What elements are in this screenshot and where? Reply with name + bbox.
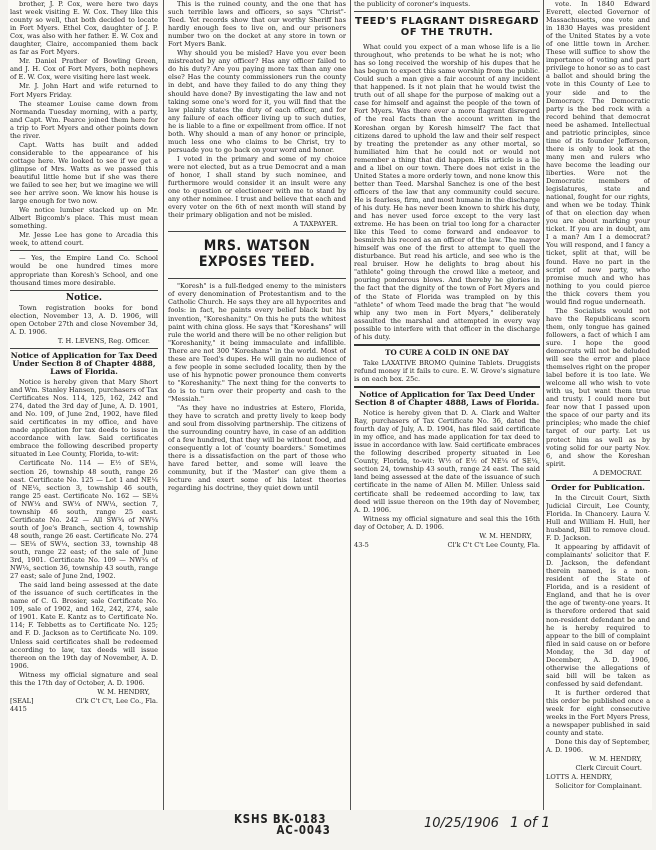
stamp-line: KSHS BK-0183 — [234, 812, 327, 826]
paragraph: I voted in the primary and some of my choice were not elected, but as a true Democrat and a man of honor, I shall stand by such nominee, and furthermore would consider it an insult were any one to question or electioneer with me to stand by any other nominee. I trust and believe that each and every voter on the 6th of next month will stand by their primary obligation and not be misled. — [168, 154, 346, 220]
paragraph: Certificate No. 114 — E½ of SE¼, section 26, township 48 south, range 26 east. Certificate No. 125 — Lot 1 and NE¼ of NE¼, section 3, township 46 south, range 25 east. Certificate No. 162 — SE¼ of NW¼ and SW¼ of NW¼, section 7, township 46 south, range 25 east. Certificate No. 242 — All SW¼ of NW¼ south of Joe's Branch, section 4, township 48 south, range 26 east. Certificate No. 274 — SE¼ of SW¼, section 33, township 48 south, range 22 east; of the sale of June 3rd, 1901. Certificate No. 109 — NW¼ of NW¼, section 36, township 43 south, range 27 east; sale of June 2nd, 1902. — [10, 459, 158, 581]
divider — [354, 11, 540, 12]
newspaper-page — [8, 0, 652, 810]
paragraph: the publicity of coroner's inquests. — [354, 0, 471, 8]
divider — [546, 480, 650, 481]
paragraph: Witness my official signature and seal this the 17th day of October, A. D. 1906. — [10, 670, 158, 687]
paragraph: vote. In 1840 Edward Everett, elected Governor of Massachusetts, one vote and in 1830 Hayes was president of the United States by a vote of one little town in Archer. These will suffice to show the importance of voting and part privilege to honor so as to cast a ballot and should bring the vote in this County of Lee to your side and to the Democracy. The Democratic party is the bed rock with a record behind that democrat need be ashamed. Intellectual and patriotic principles, since time of its founder Jefferson, there is only to look at the many men and rulers who have become the leading our liberties. Were not the Democratic members of legislatures, state and national, fought for our rights, and when we be today. Think of that on election day when you are about marking your ticket. If you are in doubt, am I a man? Am I a democrat? You will respond, and I fancy a ticket, split at that, will be found. Have no part in the script of new party, who promise much and who has nothing to you could pierce the thick covers them you would find rogue underneath. — [546, 0, 650, 306]
paragraph: It appearing by affidavit of complainants' solicitor that F. D. Jackson, the defendant therein named, is a non-resident of the State of Florida, and is a resident of England, and that he is over the age of twenty-one years. It is therefore ordered that said non-resident defendant be and he is hereby required to appear to the bill of complaint filed in said cause on or before Monday, the 3d day of December, A. D. 1906, otherwise the allegations of said bill will be taken as confessed by said defendant. — [546, 543, 650, 688]
notice-signature: T. H. LEVENS, Reg. Officer. — [57, 336, 150, 345]
clerk-title: Cl'k C't C't, Lee Co., Fla. — [75, 696, 158, 705]
paragraph: The steamer Louise came down from Normanda Tuesday morning, with a party, and Capt. Wm. Pearce joined them here for a trip to Fort Myers and other points down the river. — [10, 99, 158, 140]
paragraph: Capt. Watts has built and added considerable to the appearance of his cottage here. We looked to see if we get a glimpse of Mrs. Watts as we passed this beautiful little home but if she was there we failed to see her, but we imagine we will see her arrive soon. We know his house is large enough for two now. — [10, 140, 158, 206]
headline-teed: TEED'S FLAGRANT DISREGARD OF THE TRUTH. — [355, 16, 539, 39]
paragraph: brother, J. P. Cox, were here two days last week visiting E. W. Cox. They like this county so well, that both decided to locate in Fort Myers. Ethel Cox, daughter of J. P. Cox, was also with her father. E. W. Cox and daughter, Claire, accompanied them back as far as Fort Myers. — [10, 0, 158, 57]
paragraph: Notice is hereby given that D. A. Clark and Walter Ray, purchasers of Tax Certificate No. 36, dated the fourth day of July, A. D. 1904, has filed said certificate in my office, and has made application for tax deed to issue in accordance with law. Said certificate embraces the following described property situated in Lee County, Florida, to-wit: W½ of E½ of NE¼ of SE¼, section 24, township 43 south, range 24 east. The said land being assessed at the date of the issuance of such certificate in the name of Allen M. Miller. Unless said certificate shall be redeemed according to law, tax deed will issue thereon on the 19th day of November, A. D. 1906. — [354, 409, 540, 514]
paragraph: In the Circuit Court, Sixth Judicial Circuit, Lee County, Florida. In Chancery. Laura V. Hull and William H. Hull, her husband, Bill to remove cloud. F. D. Jackson. — [546, 493, 650, 543]
paragraph: Mr. Daniel Prather of Bowling Green, and J. H. Cox of Fort Myers, both nephews of E. W. Cox, were visiting here last week. — [10, 57, 158, 82]
divider — [354, 344, 540, 346]
ad-body: Take LAXATIVE BROMO Quinine Tablets. Druggists refund money if it fails to cure. E. W. Grove's signature is on each box. 25c. — [354, 358, 540, 383]
paragraph: Notice is hereby given that Mary Short and Wm. Stanley Hansen, purchasers of Tax Certificates Nos. 114, 125, 162, 242 and 274, dated the 3rd day of June, A. D. 1901, and No. 109, of June 2nd, 1902, have filed said certificates in my office, and have made application for tax deeds to issue in accordance with law. Said certificates embrace the following described property situated in Lee County, Florida, to-wit: — [10, 378, 158, 459]
column-rule — [163, 0, 164, 810]
archive-footer — [12, 812, 644, 848]
page-number: 1 of 1 — [510, 815, 551, 831]
notice-heading: Notice. — [65, 292, 103, 303]
divider — [10, 348, 158, 349]
tax-deed-heading: Notice of Application for Tax Deed Under Section 8 of Chapter 4888, Laws of Florida. — [10, 350, 158, 376]
divider — [354, 386, 540, 388]
solicitor-name: LOTTS A. HENDRY, — [546, 773, 613, 782]
notice-body: Town registration books for bond election, November 13, A. D. 1906, will open October 27th and close November 3d, A. D. 1906. — [10, 303, 158, 336]
paragraph: What could you expect of a man whose life is a lie throughout, who pretends to be what he is not; who has so long received the worship of his dupes that he has begun to expect this same worship from the public. Could such a man give a fair account of any incident that happened. Is it not plain that he would twist the truth out of all shape for the purpose of making out a case for himself and against the people of the town of Fort Myers. Was there ever a more flagrant disregard of the real facts than the account written in the Koreshan organ by Koresh himself? The fact that citizens dared to uphold the law and their self respect by treating the pretender as any other mortal, so humiliated him that he could not or would not remember a thing that did happen. His article is a lie and a libel on our town. There does not exist in the United States a more orderly town, and none know this better than Teed. Marshal Sanchez is one of the best officers of the law that any community could secure. He is fearless, firm, and most humane in the discharge of his duty. He has never been known to shirk his duty, and has never used force except to the very last extreme. He has been on trial too long for a character like this Teed to come forward and endeavor to besmirch his record as an officer of the law. The mayor himself was one of the first to attempt to quell the disturbance. But read his article, and see who is the real bruiser. How he delights to brag about his "athlete" going through the crowd like a meteor, and pouring ponderous blows. And thereby he glories in the fact that the dignity of the town of Fort Myers and of the State of Florida was trampled on by this "athlete" of whom Teed made the brag that "he would whip any two men in Fort Myers," deliberately assaulted the marshal and attempted in every way possible to interfere with that officer in the discharge of his duty. — [354, 43, 540, 341]
ad-number: 4415 — [10, 704, 27, 713]
paragraph: It is further ordered that this order be published once a week for eight consecutive weeks in the Fort Myers Press, a newspaper published in said county and state. — [546, 688, 650, 738]
paragraph: Done this day of September, A. D. 1906. — [546, 738, 650, 755]
paragraph: The Socialists would not have the Republicans scorn them, only tongue has gained followers, a fact of which I am sure. I hope the good democrats will not be deluded will see the error and place themselves right on the proper label before it is too late. We welcome all who wish to vote with us, but want them true and trusty. I could more but fear now that I passed upon the space of our party and its principles; who made the chief target of our party. Let us protect him as well as by voting solid for our party Nov. 6, and show the Koreshan spirit. — [546, 306, 650, 468]
stamp-line: AC-0043 — [276, 823, 331, 837]
paragraph: This is the ruined county, and the one that has such terrible laws and officers, so says "Christ"-Teed. Yet records show that our worthy Sheriff has hardly enough fees to live on, and our prisoners number two on the docket at any store in town or Fort Myers Bank. — [168, 0, 346, 49]
divider — [10, 250, 158, 251]
clerk-title: Cl'k C't C't Lee County, Fla. — [447, 540, 540, 549]
paragraph: The said land being assessed at the date of the issuance of such certificates in the name of C. G. Brosier, sale Certificate No. 109, sale of 1902, and 162, 242, 274, sale of 1901. Kate E. Kantz as to Certificate No. 114; F. Tebbetts as to Certificate No. 125; and F. D. Jackson as to Certificate No. 109. Unless said certificates shall be redeemed according to law, tax deeds will issue thereon on the 19th day of November, A. D. 1906. — [10, 581, 158, 670]
paragraph: — Yes, the Empire Land Co. School would be one hundred times more appropriate than Koresh's School, and one thousand times more desirable. — [10, 254, 158, 287]
column-4 — [546, 0, 650, 810]
ad-heading: TO CURE A COLD IN ONE DAY — [385, 347, 509, 357]
divider — [10, 290, 158, 291]
letter-signature: A TAXPAYER. — [293, 220, 338, 229]
clerk-signature: W. M. HENDRY, — [479, 531, 532, 540]
column-3 — [354, 0, 540, 810]
paragraph: "As they have no industries at Estero, Florida, they have to scratch and pretty lively to keep body and soul from dissolving partnership. The citizens of the surrounding country have, in case of an addition of a few hundred, that they will be without food, and consequently a lot of 'county boarders.' Sometimes there is a dissatisfaction on the part of those who have fared better, and some will leave the community, but if the 'Master' can give them a lecture and exert some of his latest theories regarding his doctrine, they quiet down until — [168, 404, 346, 493]
clerk-signature: W. M. HENDRY, — [97, 687, 150, 696]
tax-deed-heading: Notice of Application for Tax Deed Under Section 8 of Chapter 4888, Laws of Florida. — [354, 389, 540, 408]
divider — [168, 278, 346, 279]
paragraph: Mr. Jesse Lee has gone to Arcadia this week, to attend court. — [10, 231, 158, 248]
seal-label: [SEAL] — [10, 696, 34, 705]
clerk-title: Clerk Circuit Court. — [575, 764, 642, 773]
solicitor-title: Solicitor for Complainant. — [555, 782, 642, 791]
column-rule — [350, 0, 351, 810]
column-rule — [543, 0, 544, 810]
paragraph: We notice lumber stacked up on Mr. Albert Bigcomb's place. This must mean something. — [10, 206, 158, 231]
headline-watson: MRS. WATSON EXPOSES TEED. — [198, 238, 316, 271]
column-1 — [10, 0, 158, 810]
order-heading: Order for Publication. — [551, 482, 645, 492]
paragraph: Mr. J. John Hart and wife returned to Fort Myers Friday. — [10, 82, 158, 99]
archive-stamp — [234, 814, 331, 836]
clerk-signature: W. M. HENDRY, — [589, 755, 642, 764]
ad-number: 43-5 — [354, 540, 369, 549]
column-2 — [168, 0, 346, 810]
letter-signature: A DEMOCRAT. — [592, 468, 642, 477]
paragraph: Witness my official signature and seal this the 16th day of October, A. D. 1906. — [354, 514, 540, 531]
divider — [168, 231, 346, 232]
paragraph: Why should you be misled? Have you ever been mistreated by any officer? Has any officer failed to do his duty? Are you paying more tax than any one else? Has the county commissioners run the county in debt, and have they failed to do any thing they should have done? By investigating the law and not taking some one's word for it, you will find that the law plainly states the duty of each officer, and for any failure of each officer living up to such duties, he is liable to a fine or expellment from office. If not both. Why should a man of any honor or principle, much less one who claims to be Christ, try to persuade you to go back on your word and honor. — [168, 49, 346, 154]
handwritten-date: 10/25/1906 — [424, 816, 499, 831]
paragraph: "Koresh" is a full-fledged enemy to the ministers of every denomination of Protestantism and to the Catholic Church. He says they are all hypocrites and fools: in fact, he paints every belief black but his invention, "Koreshanity." On this he puts the whitest paint with china gloss. He says that "Koreshans" will rule the world and there will be no other religion but "Koreshanity," it being immaculate and infallible. There are not 300 "Koreshans" in the world. Most of these are Teed's dupes. He will gain no audience of a few people in some secluded locality, then by the use of his hypnotic power pronounce them converts to "Koreshanity." The next thing for the converts to do is to turn over their property and cash to the "Messiah." — [168, 282, 346, 403]
